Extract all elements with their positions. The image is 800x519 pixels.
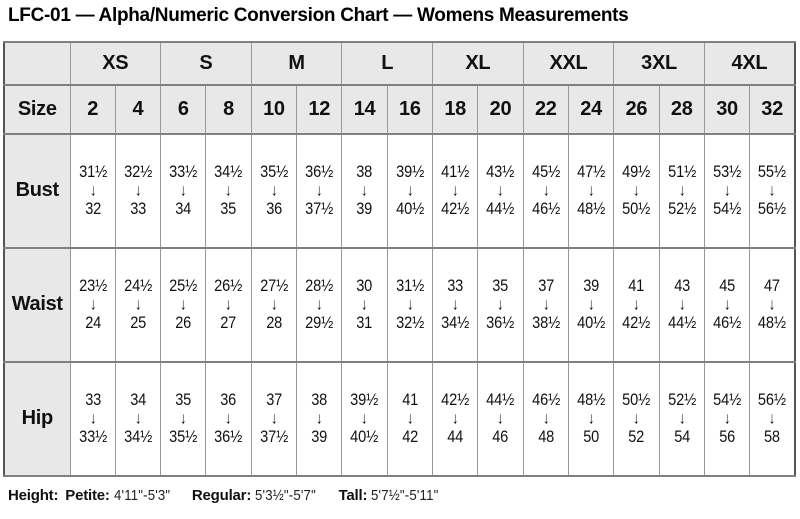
waist-range-cell-8 <box>206 248 251 362</box>
hip-range-cell-18 <box>433 362 478 476</box>
range-to: 46 <box>492 427 509 447</box>
waist-range-cell-32 <box>750 248 795 362</box>
range <box>210 162 248 220</box>
numeric-size-14: 14 <box>342 85 387 134</box>
range-to: 36½ <box>214 427 243 447</box>
alpha-size-m: M <box>251 42 342 85</box>
down-arrow-icon: ↓ <box>768 181 776 201</box>
down-arrow-icon: ↓ <box>134 181 142 201</box>
range-to: 35 <box>220 199 237 219</box>
range-to: 50 <box>583 427 600 447</box>
alpha-size-l: L <box>342 42 433 85</box>
down-arrow-icon: ↓ <box>361 295 368 315</box>
range <box>345 276 383 334</box>
height-label: Height: <box>8 486 59 504</box>
bust-range-cell-12 <box>297 134 342 248</box>
hip-range-cell-8 <box>206 362 251 476</box>
height-entry-petite <box>65 487 178 504</box>
down-arrow-icon: ↓ <box>134 295 142 315</box>
range <box>210 390 248 448</box>
down-arrow-icon: ↓ <box>768 295 776 315</box>
bust-range-cell-24 <box>568 134 613 248</box>
waist-range-cell-20 <box>478 248 523 362</box>
down-arrow-icon: ↓ <box>180 409 187 429</box>
down-arrow-icon: ↓ <box>768 409 776 429</box>
tall-value: 5'7½"-5'11" <box>371 486 439 504</box>
down-arrow-icon: ↓ <box>633 181 640 201</box>
down-arrow-icon: ↓ <box>452 295 459 315</box>
waist-range-cell-2 <box>70 248 115 362</box>
range <box>164 276 202 334</box>
hip-range-cell-26 <box>614 362 659 476</box>
range-to: 38½ <box>531 313 560 333</box>
range-from: 41 <box>401 389 418 409</box>
down-arrow-icon: ↓ <box>89 181 96 201</box>
hip-range-cell-22 <box>523 362 568 476</box>
down-arrow-icon: ↓ <box>633 295 640 315</box>
range <box>572 162 610 220</box>
range-from: 31½ <box>78 161 107 181</box>
down-arrow-icon: ↓ <box>587 295 595 315</box>
range-to: 48 <box>537 427 554 447</box>
numeric-size-10: 10 <box>251 85 296 134</box>
range-from: 30 <box>356 275 373 295</box>
range-from: 23½ <box>78 275 107 295</box>
down-arrow-icon: ↓ <box>316 295 323 315</box>
range-to: 34½ <box>441 313 470 333</box>
down-arrow-icon: ↓ <box>270 181 278 201</box>
range <box>300 276 338 334</box>
range <box>345 390 383 448</box>
range-to: 44½ <box>667 313 696 333</box>
down-arrow-icon: ↓ <box>270 295 278 315</box>
bust-range-cell-10 <box>251 134 296 248</box>
range-from: 27½ <box>259 275 288 295</box>
range <box>74 276 112 334</box>
range <box>300 390 338 448</box>
numeric-size-6: 6 <box>161 85 206 134</box>
numeric-size-28: 28 <box>659 85 704 134</box>
page-title: LFC-01 — Alpha/Numeric Conversion Chart — Womens Measurements <box>8 5 629 26</box>
down-arrow-icon: ↓ <box>633 409 640 429</box>
range <box>527 390 565 448</box>
numeric-size-30: 30 <box>704 85 749 134</box>
range-to: 56 <box>719 427 735 447</box>
conversion-table <box>3 41 796 477</box>
down-arrow-icon: ↓ <box>225 181 232 201</box>
waist-range-cell-30 <box>704 248 749 362</box>
range-to: 48½ <box>758 313 787 333</box>
range-to: 32 <box>84 199 101 219</box>
range-to: 31 <box>356 313 373 333</box>
alpha-size-xl: XL <box>433 42 524 85</box>
range <box>708 276 746 334</box>
down-arrow-icon: ↓ <box>316 181 323 201</box>
range-to: 54 <box>673 427 690 447</box>
range <box>391 276 429 334</box>
corner-cell <box>4 42 70 85</box>
down-arrow-icon: ↓ <box>497 181 504 201</box>
petite-value: 4'11"-5'3" <box>113 486 171 504</box>
range-from: 46½ <box>531 389 560 409</box>
range <box>391 162 429 220</box>
waist-range-cell-16 <box>387 248 432 362</box>
bust-range-cell-14 <box>342 134 387 248</box>
numeric-size-24: 24 <box>568 85 613 134</box>
row-label-hip: Hip <box>4 362 70 476</box>
height-entry-regular <box>192 487 325 504</box>
bust-range-cell-22 <box>523 134 568 248</box>
alpha-size-3xl: 3XL <box>614 42 705 85</box>
range-from: 34½ <box>214 161 243 181</box>
numeric-size-2: 2 <box>70 85 115 134</box>
down-arrow-icon: ↓ <box>361 409 368 429</box>
numeric-size-18: 18 <box>433 85 478 134</box>
range-to: 42½ <box>622 313 651 333</box>
range-from: 41½ <box>441 161 470 181</box>
hip-range-cell-6 <box>161 362 206 476</box>
alpha-size-xxl: XXL <box>523 42 614 85</box>
range-to: 33 <box>130 199 146 219</box>
range <box>345 162 383 220</box>
hip-range-cell-14 <box>342 362 387 476</box>
range-from: 34 <box>130 389 146 409</box>
range-from: 35 <box>492 275 509 295</box>
range-from: 33 <box>447 275 464 295</box>
numeric-size-8: 8 <box>206 85 251 134</box>
range-to: 56½ <box>758 199 787 219</box>
range-from: 36 <box>220 389 237 409</box>
range-from: 42½ <box>441 389 470 409</box>
range-to: 40½ <box>395 199 424 219</box>
range-to: 42½ <box>441 199 470 219</box>
down-arrow-icon: ↓ <box>225 409 232 429</box>
range-from: 37 <box>537 275 554 295</box>
down-arrow-icon: ↓ <box>723 295 731 315</box>
range <box>481 390 519 448</box>
range <box>708 162 746 220</box>
alpha-size-4xl: 4XL <box>704 42 795 85</box>
down-arrow-icon: ↓ <box>89 409 96 429</box>
down-arrow-icon: ↓ <box>542 409 549 429</box>
down-arrow-icon: ↓ <box>497 295 504 315</box>
range-from: 51½ <box>667 161 696 181</box>
numeric-size-26: 26 <box>614 85 659 134</box>
range <box>119 162 157 220</box>
range-from: 47½ <box>577 161 606 181</box>
range <box>753 276 791 334</box>
down-arrow-icon: ↓ <box>134 409 142 429</box>
range-to: 39 <box>311 427 328 447</box>
range-from: 39 <box>583 275 600 295</box>
range-from: 49½ <box>622 161 651 181</box>
down-arrow-icon: ↓ <box>225 295 232 315</box>
range-to: 46½ <box>713 313 742 333</box>
range-to: 37½ <box>259 427 288 447</box>
range <box>255 162 293 220</box>
range-to: 37½ <box>305 199 334 219</box>
waist-range-cell-14 <box>342 248 387 362</box>
range-to: 44 <box>447 427 464 447</box>
measurement-row-bust <box>4 134 795 248</box>
hip-range-cell-10 <box>251 362 296 476</box>
range-from: 45½ <box>531 161 560 181</box>
down-arrow-icon: ↓ <box>497 409 504 429</box>
range-to: 35½ <box>169 427 198 447</box>
range-from: 24½ <box>123 275 152 295</box>
range-from: 43 <box>673 275 690 295</box>
range <box>663 390 701 448</box>
range-from: 47 <box>764 275 781 295</box>
down-arrow-icon: ↓ <box>542 181 549 201</box>
range <box>481 276 519 334</box>
range-from: 35 <box>175 389 192 409</box>
down-arrow-icon: ↓ <box>542 295 549 315</box>
range <box>74 162 112 220</box>
height-entry-tall <box>339 487 449 504</box>
range-from: 25½ <box>169 275 198 295</box>
down-arrow-icon: ↓ <box>452 409 459 429</box>
range-from: 39½ <box>395 161 424 181</box>
hip-range-cell-30 <box>704 362 749 476</box>
range-from: 33 <box>84 389 101 409</box>
range <box>164 162 202 220</box>
range <box>391 390 429 448</box>
alpha-size-xs: XS <box>70 42 161 85</box>
bust-range-cell-32 <box>750 134 795 248</box>
range <box>119 276 157 334</box>
down-arrow-icon: ↓ <box>406 409 413 429</box>
waist-range-cell-18 <box>433 248 478 362</box>
range-to: 42 <box>401 427 418 447</box>
range-to: 39 <box>356 199 373 219</box>
range-from: 45 <box>719 275 735 295</box>
measurement-row-waist <box>4 248 795 362</box>
measurement-row-hip <box>4 362 795 476</box>
down-arrow-icon: ↓ <box>587 181 595 201</box>
numeric-size-12: 12 <box>297 85 342 134</box>
range <box>753 390 791 448</box>
down-arrow-icon: ↓ <box>180 295 187 315</box>
bust-range-cell-18 <box>433 134 478 248</box>
range-to: 24 <box>84 313 101 333</box>
numeric-size-32: 32 <box>750 85 795 134</box>
bust-range-cell-2 <box>70 134 115 248</box>
down-arrow-icon: ↓ <box>678 409 685 429</box>
numeric-size-row <box>4 85 795 134</box>
bust-range-cell-4 <box>115 134 160 248</box>
range-from: 37 <box>265 389 282 409</box>
range-to: 54½ <box>713 199 742 219</box>
row-label-waist: Waist <box>4 248 70 362</box>
range <box>481 162 519 220</box>
range-to: 29½ <box>305 313 334 333</box>
range-to: 48½ <box>577 199 606 219</box>
down-arrow-icon: ↓ <box>587 409 595 429</box>
range-to: 27 <box>220 313 237 333</box>
regular-label: Regular: <box>191 486 252 504</box>
bust-range-cell-26 <box>614 134 659 248</box>
numeric-size-22: 22 <box>523 85 568 134</box>
range-to: 25 <box>130 313 146 333</box>
range-to: 40½ <box>577 313 606 333</box>
waist-range-cell-24 <box>568 248 613 362</box>
range-from: 43½ <box>486 161 515 181</box>
range <box>255 276 293 334</box>
range <box>300 162 338 220</box>
range-from: 36½ <box>305 161 334 181</box>
down-arrow-icon: ↓ <box>270 409 278 429</box>
down-arrow-icon: ↓ <box>361 181 368 201</box>
height-note <box>8 487 800 505</box>
range-to: 33½ <box>78 427 107 447</box>
waist-range-cell-6 <box>161 248 206 362</box>
numeric-size-4: 4 <box>115 85 160 134</box>
range-to: 32½ <box>395 313 424 333</box>
range-from: 31½ <box>395 275 424 295</box>
range <box>663 162 701 220</box>
range-to: 44½ <box>486 199 515 219</box>
hip-range-cell-32 <box>750 362 795 476</box>
range <box>617 390 655 448</box>
range <box>753 162 791 220</box>
range <box>119 390 157 448</box>
down-arrow-icon: ↓ <box>180 181 187 201</box>
down-arrow-icon: ↓ <box>678 181 685 201</box>
range-to: 50½ <box>622 199 651 219</box>
hip-range-cell-12 <box>297 362 342 476</box>
hip-range-cell-4 <box>115 362 160 476</box>
down-arrow-icon: ↓ <box>723 181 731 201</box>
range-from: 50½ <box>622 389 651 409</box>
alpha-size-row <box>4 42 795 85</box>
range-from: 54½ <box>713 389 742 409</box>
waist-range-cell-22 <box>523 248 568 362</box>
numeric-size-16: 16 <box>387 85 432 134</box>
range <box>436 390 474 448</box>
range-from: 28½ <box>305 275 334 295</box>
bust-range-cell-20 <box>478 134 523 248</box>
range <box>210 276 248 334</box>
waist-range-cell-12 <box>297 248 342 362</box>
down-arrow-icon: ↓ <box>316 409 323 429</box>
bust-range-cell-28 <box>659 134 704 248</box>
alpha-size-s: S <box>161 42 252 85</box>
range-to: 36½ <box>486 313 515 333</box>
range <box>255 390 293 448</box>
range-to: 52 <box>628 427 645 447</box>
range-to: 34 <box>175 199 192 219</box>
numeric-size-20: 20 <box>478 85 523 134</box>
waist-range-cell-28 <box>659 248 704 362</box>
range-to: 58 <box>764 427 781 447</box>
row-label-bust: Bust <box>4 134 70 248</box>
petite-label: Petite: <box>65 486 110 504</box>
range-from: 56½ <box>758 389 787 409</box>
range <box>708 390 746 448</box>
hip-range-cell-28 <box>659 362 704 476</box>
waist-range-cell-10 <box>251 248 296 362</box>
range-from: 38 <box>311 389 328 409</box>
down-arrow-icon: ↓ <box>452 181 459 201</box>
waist-range-cell-26 <box>614 248 659 362</box>
range-to: 46½ <box>531 199 560 219</box>
bust-range-cell-6 <box>161 134 206 248</box>
range-to: 40½ <box>350 427 379 447</box>
size-row-label: Size <box>4 85 70 134</box>
range-from: 48½ <box>577 389 606 409</box>
bust-range-cell-8 <box>206 134 251 248</box>
down-arrow-icon: ↓ <box>89 295 96 315</box>
range <box>436 276 474 334</box>
down-arrow-icon: ↓ <box>406 181 413 201</box>
down-arrow-icon: ↓ <box>723 409 731 429</box>
down-arrow-icon: ↓ <box>406 295 413 315</box>
hip-range-cell-16 <box>387 362 432 476</box>
range <box>663 276 701 334</box>
bust-range-cell-30 <box>704 134 749 248</box>
range-from: 52½ <box>667 389 696 409</box>
down-arrow-icon: ↓ <box>678 295 685 315</box>
tall-label: Tall: <box>338 486 368 504</box>
range-from: 38 <box>356 161 373 181</box>
range-to: 34½ <box>123 427 152 447</box>
range-from: 26½ <box>214 275 243 295</box>
range <box>164 390 202 448</box>
range-from: 32½ <box>123 161 152 181</box>
range <box>617 276 655 334</box>
range-to: 26 <box>175 313 192 333</box>
range <box>527 276 565 334</box>
range-to: 28 <box>265 313 282 333</box>
range-from: 33½ <box>169 161 198 181</box>
range-from: 35½ <box>259 161 288 181</box>
range-from: 41 <box>628 275 645 295</box>
range-from: 39½ <box>350 389 379 409</box>
waist-range-cell-4 <box>115 248 160 362</box>
hip-range-cell-24 <box>568 362 613 476</box>
range <box>527 162 565 220</box>
range-from: 44½ <box>486 389 515 409</box>
range <box>74 390 112 448</box>
range-to: 36 <box>265 199 282 219</box>
range <box>572 276 610 334</box>
hip-range-cell-20 <box>478 362 523 476</box>
range <box>436 162 474 220</box>
bust-range-cell-16 <box>387 134 432 248</box>
range-from: 55½ <box>758 161 787 181</box>
range-from: 53½ <box>713 161 742 181</box>
range <box>617 162 655 220</box>
regular-value: 5'3½"-5'7" <box>255 486 317 504</box>
range <box>572 390 610 448</box>
hip-range-cell-2 <box>70 362 115 476</box>
range-to: 52½ <box>667 199 696 219</box>
